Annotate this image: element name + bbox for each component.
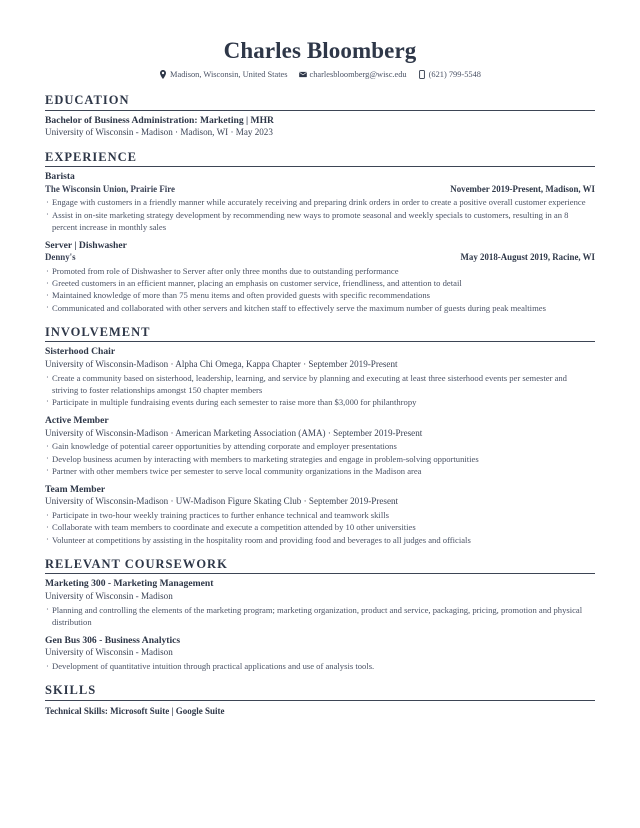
section-involvement xyxy=(45,325,595,546)
section-experience xyxy=(45,150,595,314)
section-skills xyxy=(45,683,595,717)
list-item: · Communicated and collaborated with other servers and kitchen staff to effectively serve the maximum number of guests during peak mealtimes xyxy=(45,302,595,314)
list-item: · Greeted customers in an efficient manner, placing an emphasis on customer service, friendliness, and attention to detail xyxy=(45,277,595,289)
skills-text: Technical Skills: Microsoft Suite | Google Suite xyxy=(45,705,225,716)
entry-subtitle: University of Wisconsin-Madison · American Marketing Association (AMA) · September 2019-Present xyxy=(45,427,423,438)
section-divider xyxy=(45,700,595,701)
entry-bullets xyxy=(45,265,595,314)
section-title-coursework: RELEVANT COURSEWORK xyxy=(45,556,228,571)
list-item: · Create a community based on sisterhood, leadership, learning, and service by planning and executing at least three sisterhood events per semester and striving to foster relationships amongst 150 chapter members xyxy=(45,372,595,396)
entry-title: Sisterhood Chair xyxy=(45,346,116,358)
list-item: · Maintained knowledge of more than 75 menu items and often provided guests with specific recommendations xyxy=(45,289,595,301)
entry-meta-row xyxy=(45,647,595,659)
phone-icon xyxy=(418,70,426,79)
list-item: · Engage with customers in a friendly manner while accurately receiving and preparing drink orders in order to create a positive overall customer experience xyxy=(45,196,595,208)
entry-title: Barista xyxy=(45,171,75,183)
entry-coursework-0 xyxy=(45,578,595,628)
section-coursework xyxy=(45,557,595,673)
section-title-experience: EXPERIENCE xyxy=(45,149,137,164)
list-item: · Participate in multiple fundraising events during each semester to raise more than $3,000 for philanthropy xyxy=(45,396,595,408)
contact-email-text: charlesbloomberg@wisc.edu xyxy=(309,69,407,79)
entry-title: Marketing 300 - Marketing Management xyxy=(45,578,214,590)
section-education xyxy=(45,93,595,139)
section-divider xyxy=(45,573,595,574)
list-item: · Partner with other members twice per semester to serve local community organizations in the Madison area xyxy=(45,465,595,477)
resume-header xyxy=(45,38,595,79)
entry-meta-row xyxy=(45,127,595,139)
entry-coursework-1 xyxy=(45,635,595,672)
contact-email[interactable] xyxy=(299,70,407,79)
entry-title: Server | Dishwasher xyxy=(45,239,127,251)
list-item: · Participate in two-hour weekly training practices to further enhance technical and teamwork skills xyxy=(45,509,595,521)
entry-title: Gen Bus 306 - Business Analytics xyxy=(45,634,181,646)
envelope-icon xyxy=(299,70,307,79)
entry-experience-1 xyxy=(45,240,595,314)
entry-meta-row xyxy=(45,184,595,196)
entry-subtitle: The Wisconsin Union, Prairie Fire xyxy=(45,183,175,194)
entry-bullets xyxy=(45,440,595,477)
contact-location-text: Madison, Wisconsin, United States xyxy=(170,69,288,79)
entry-bullets xyxy=(45,509,595,546)
contact-phone-text: (621) 799-5548 xyxy=(428,69,481,79)
entry-date: November 2019-Present, Madison, WI xyxy=(450,183,595,194)
entry-meta-row xyxy=(45,496,595,508)
location-pin-icon xyxy=(159,70,167,79)
entry-subtitle: University of Wisconsin-Madison · Alpha Chi Omega, Kappa Chapter · September 2019-Present xyxy=(45,358,398,369)
list-item: · Collaborate with team members to coordinate and execute a competition attended by 10 other universities xyxy=(45,521,595,533)
entry-bullets xyxy=(45,196,595,233)
entry-date: May 2018-August 2019, Racine, WI xyxy=(460,252,595,263)
entry-title: Bachelor of Business Administration: Marketing | MHR xyxy=(45,114,274,126)
section-divider xyxy=(45,341,595,342)
entry-meta-row xyxy=(45,359,595,371)
section-title-education: EDUCATION xyxy=(45,93,130,108)
entry-meta-row xyxy=(45,252,595,264)
list-item: · Volunteer at competitions by assisting in the hospitality room and providing food and beverages to all judges and officials xyxy=(45,534,595,546)
entry-experience-0 xyxy=(45,171,595,233)
entry-title: Team Member xyxy=(45,484,106,495)
entry-subtitle: University of Wisconsin - Madison · Madison, WI · May 2023 xyxy=(45,127,273,138)
section-title-involvement: INVOLVEMENT xyxy=(45,324,151,339)
list-item: · Develop business acumen by interacting with members to marketing strategies and engage in problem-solving opportunities xyxy=(45,453,595,465)
entry-bullets xyxy=(45,604,595,628)
section-title-skills: SKILLS xyxy=(45,683,97,698)
entry-subtitle: University of Wisconsin-Madison · UW-Madison Figure Skating Club · September 2019-Present xyxy=(45,496,399,507)
entry-education-0 xyxy=(45,115,595,139)
entry-involvement-2 xyxy=(45,484,595,546)
list-item: · Assist in on-site marketing strategy development by recommending new ways to promote seasonal and weekly specials to customers, resulting in an 8 percent increase in monthly sales xyxy=(45,209,595,233)
entry-meta-row xyxy=(45,591,595,603)
entry-subtitle: University of Wisconsin - Madison xyxy=(45,647,173,658)
contact-line xyxy=(45,70,595,79)
list-item: · Promoted from role of Dishwasher to Server after only three months due to outstanding performance xyxy=(45,265,595,277)
entry-bullets xyxy=(45,660,595,672)
entry-subtitle: Denny's xyxy=(45,252,76,263)
contact-phone[interactable] xyxy=(418,70,481,79)
contact-location xyxy=(159,70,287,79)
section-divider xyxy=(45,166,595,167)
entry-involvement-1 xyxy=(45,415,595,477)
entry-meta-row xyxy=(45,428,595,440)
list-item: · Development of quantitative intuition through practical applications and use of analysis tools. xyxy=(45,660,595,672)
list-item: · Planning and controlling the elements of the marketing program; marketing organization, product and service, packaging, pricing, promotion and physical distribution xyxy=(45,604,595,628)
page-title: Charles Bloomberg xyxy=(223,38,417,63)
entry-subtitle: University of Wisconsin - Madison xyxy=(45,590,173,601)
list-item: · Gain knowledge of potential career opportunities by attending corporate and employer presentations xyxy=(45,440,595,452)
section-divider xyxy=(45,110,595,111)
entry-involvement-0 xyxy=(45,346,595,408)
entry-bullets xyxy=(45,372,595,409)
entry-title: Active Member xyxy=(45,415,109,427)
